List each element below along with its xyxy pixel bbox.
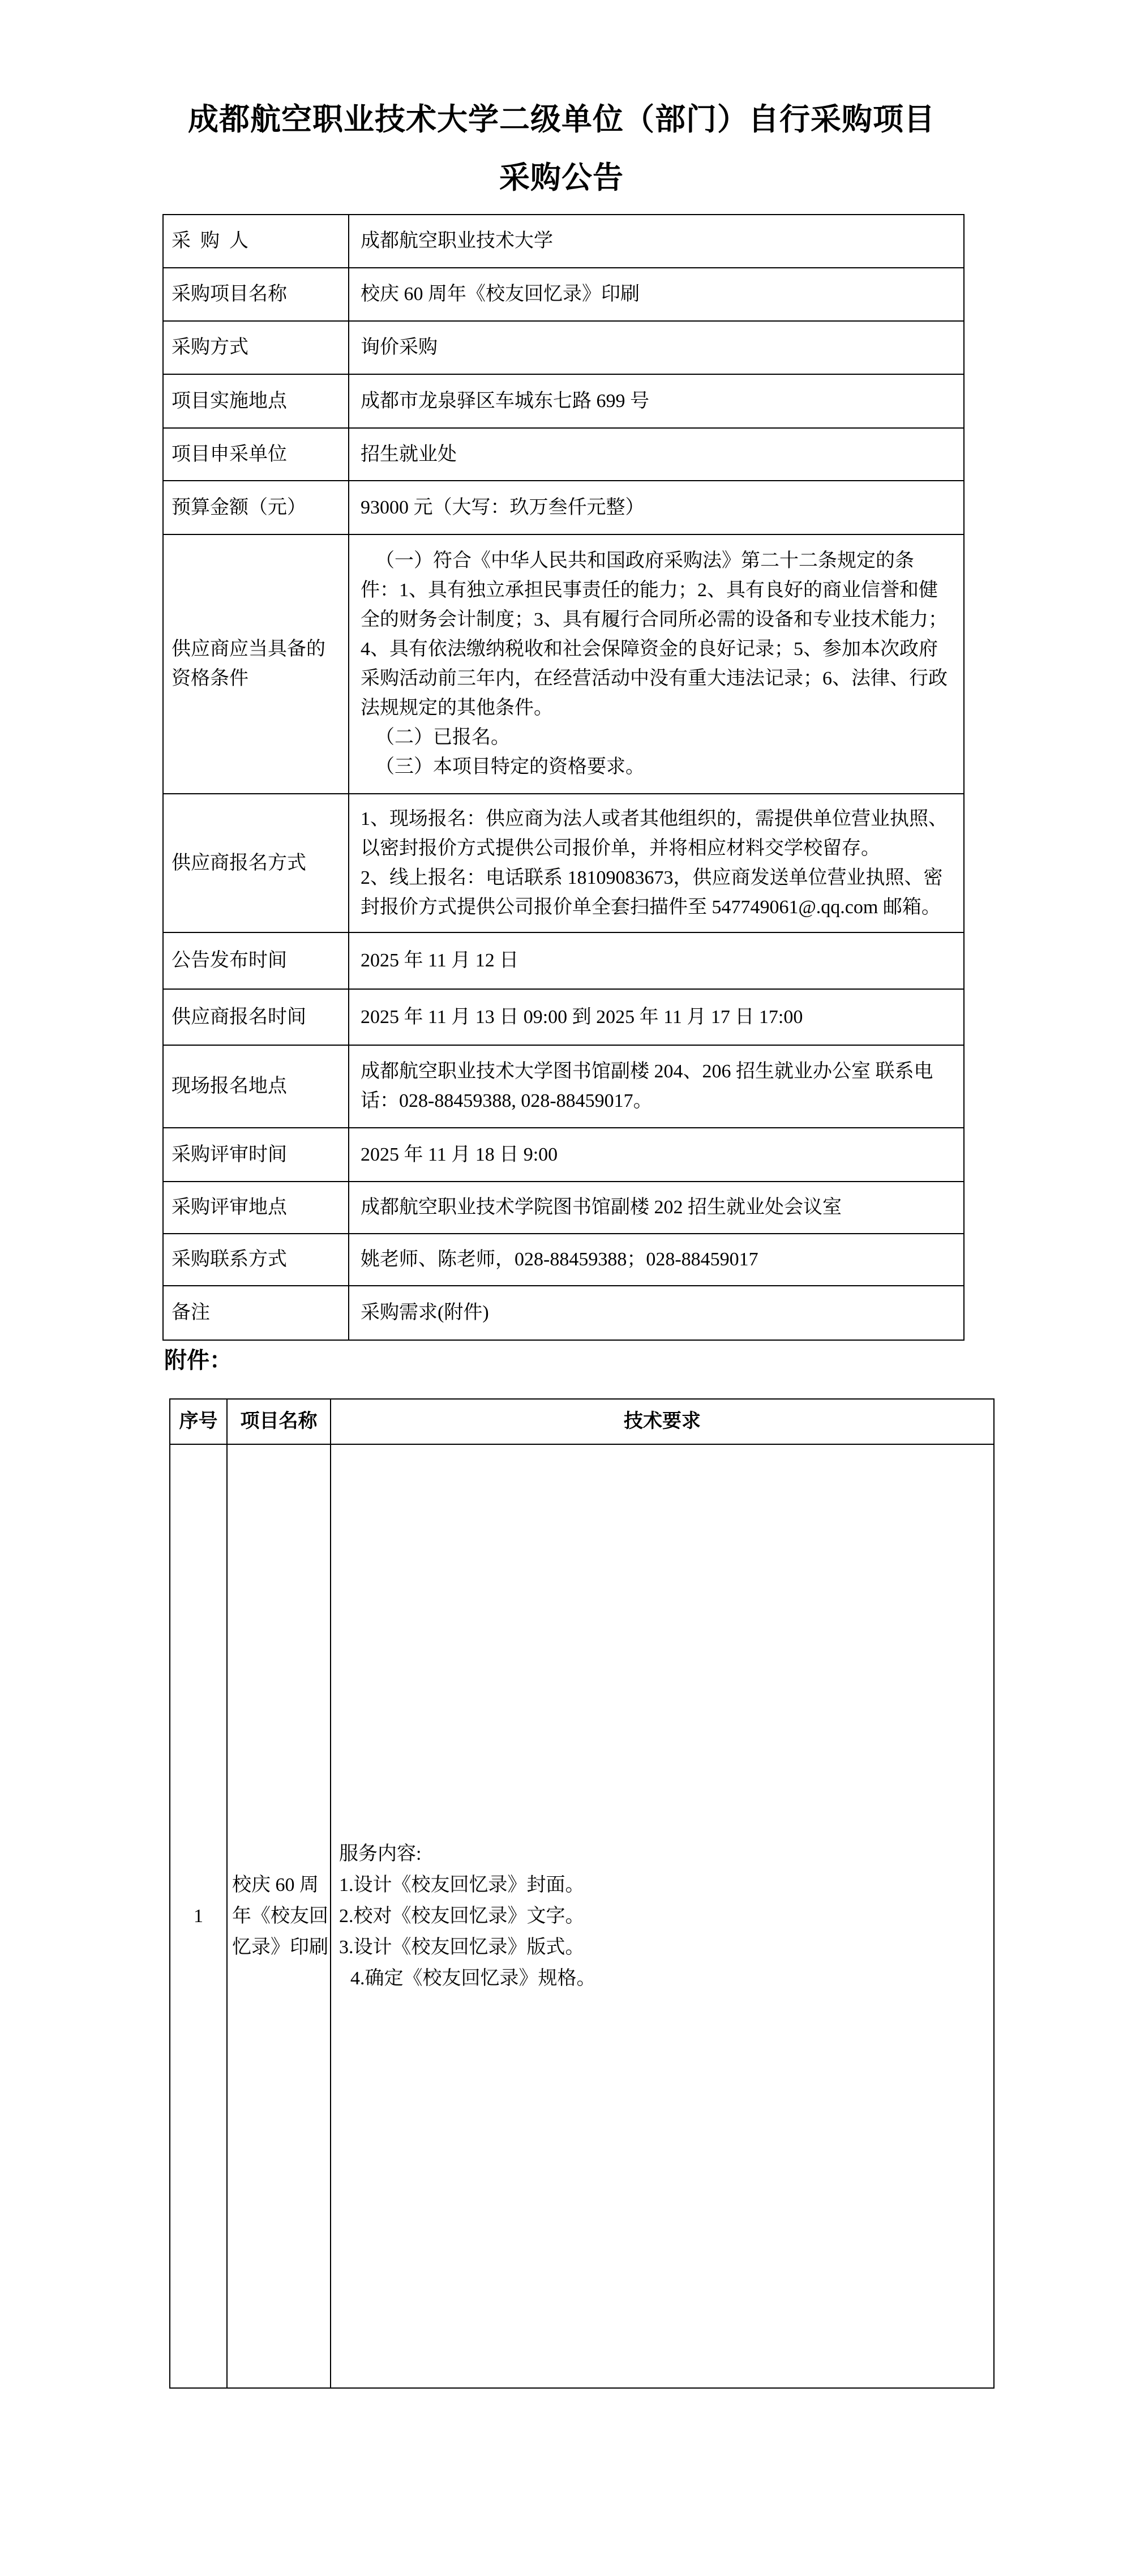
- field-value: 询价采购: [349, 321, 964, 374]
- field-label: 现场报名地点: [163, 1045, 349, 1128]
- qualification-paragraph: （三）本项目特定的资格要求。: [375, 756, 645, 777]
- attachment-header-row: [170, 1399, 994, 1444]
- table-row: [163, 428, 964, 481]
- header-seq: 序号: [170, 1399, 227, 1444]
- announcement-table: [162, 214, 965, 1341]
- requirement-line: 1.设计《校友回忆录》封面。: [339, 1875, 585, 1895]
- table-row: [163, 374, 964, 428]
- field-label: 供应商报名方式: [163, 794, 349, 932]
- header-tech-requirements: 技术要求: [331, 1399, 994, 1444]
- table-row: [163, 1234, 964, 1286]
- header-project-name: 项目名称: [227, 1399, 331, 1444]
- table-row: [163, 1045, 964, 1128]
- field-label: 采购评审地点: [163, 1182, 349, 1234]
- page-title-line2: 采购公告: [499, 161, 624, 195]
- qualification-paragraph: （二）已报名。: [375, 727, 510, 748]
- table-row: [163, 1286, 964, 1340]
- table-row: [163, 215, 964, 268]
- field-value: 93000 元（大写：玖万叁仟元整）: [349, 481, 964, 534]
- field-label: 备注: [163, 1286, 349, 1340]
- field-value: 校庆 60 周年《校友回忆录》印刷: [349, 268, 964, 321]
- requirement-line: 2.校对《校友回忆录》文字。: [339, 1906, 585, 1927]
- field-label: 采购联系方式: [163, 1234, 349, 1286]
- table-row: [163, 268, 964, 321]
- field-label: 项目实施地点: [163, 374, 349, 428]
- project-name-cell: 校庆 60 周年《校友回忆录》印刷: [227, 1444, 331, 2388]
- field-label: 采购评审时间: [163, 1128, 349, 1182]
- field-value: 采购需求(附件): [349, 1286, 964, 1340]
- tech-requirements-cell: [331, 1444, 994, 2388]
- field-value: 成都航空职业技术大学: [349, 215, 964, 268]
- field-label: 采 购 人: [163, 215, 349, 268]
- table-row: [163, 794, 964, 932]
- requirement-line: 服务内容:: [339, 1843, 422, 1864]
- table-row: [163, 321, 964, 374]
- field-label: 采购项目名称: [163, 268, 349, 321]
- field-value: 成都航空职业技术大学图书馆副楼 204、206 招生就业办公室 联系电话：028-88459388, 028-88459017。: [349, 1045, 964, 1128]
- field-value: 2025 年 11 月 18 日 9:00: [349, 1128, 964, 1182]
- field-value: 成都市龙泉驿区车城东七路 699 号: [349, 374, 964, 428]
- field-value: [349, 534, 964, 794]
- document-page: [0, 91, 1123, 2576]
- seq-cell: 1: [170, 1444, 227, 2388]
- field-value: 招生就业处: [349, 428, 964, 481]
- field-label: 供应商报名时间: [163, 989, 349, 1045]
- field-value: 姚老师、陈老师，028-88459388；028-88459017: [349, 1234, 964, 1286]
- table-row: [163, 1128, 964, 1182]
- requirement-line: 4.确定《校友回忆录》规格。: [350, 1968, 596, 1989]
- table-row: [163, 1182, 964, 1234]
- requirement-line: 3.设计《校友回忆录》版式。: [339, 1937, 585, 1958]
- field-label: 预算金额（元）: [163, 481, 349, 534]
- page-title: [0, 91, 1123, 207]
- attachment-data-row: [170, 1444, 994, 2388]
- field-value: 2025 年 11 月 12 日: [349, 932, 964, 989]
- field-value: 2025 年 11 月 13 日 09:00 到 2025 年 11 月 17 日 17:00: [349, 989, 964, 1045]
- table-row: [163, 989, 964, 1045]
- field-label: 供应商应当具备的资格条件: [163, 534, 349, 794]
- field-label: 采购方式: [163, 321, 349, 374]
- field-label: 公告发布时间: [163, 932, 349, 989]
- qualification-paragraph: （一）符合《中华人民共和国政府采购法》第二十二条规定的条件：1、具有独立承担民事责任的能力；2、具有良好的商业信誉和健全的财务会计制度；3、具有履行合同所必需的设备和专业技术能力；4、具有依法缴纳税收和社会保障资金的良好记录；5、参加本次政府采购活动前三年内，在经营活动中没有重大违法记录；6、法律、行政法规规定的其他条件。: [361, 550, 948, 718]
- field-value: 成都航空职业技术学院图书馆副楼 202 招生就业处会议室: [349, 1182, 964, 1234]
- registration-paragraph: 2、线上报名：电话联系 18109083673，供应商发送单位营业执照、密封报价方式提供公司报价单全套扫描件至 547749061@.qq.com 邮箱。: [361, 867, 943, 918]
- table-row: [163, 932, 964, 989]
- field-value: [349, 794, 964, 932]
- attachment-heading: 附件：: [164, 1347, 232, 1373]
- table-row: [163, 534, 964, 794]
- field-label: 项目申采单位: [163, 428, 349, 481]
- table-row: [163, 481, 964, 534]
- page-title-line1: 成都航空职业技术大学二级单位（部门）自行采购项目: [188, 102, 935, 136]
- registration-paragraph: 1、现场报名：供应商为法人或者其他组织的，需提供单位营业执照、以密封报价方式提供公司报价单，并将相应材料交学校留存。: [361, 808, 948, 859]
- attachment-table: [169, 1398, 995, 2389]
